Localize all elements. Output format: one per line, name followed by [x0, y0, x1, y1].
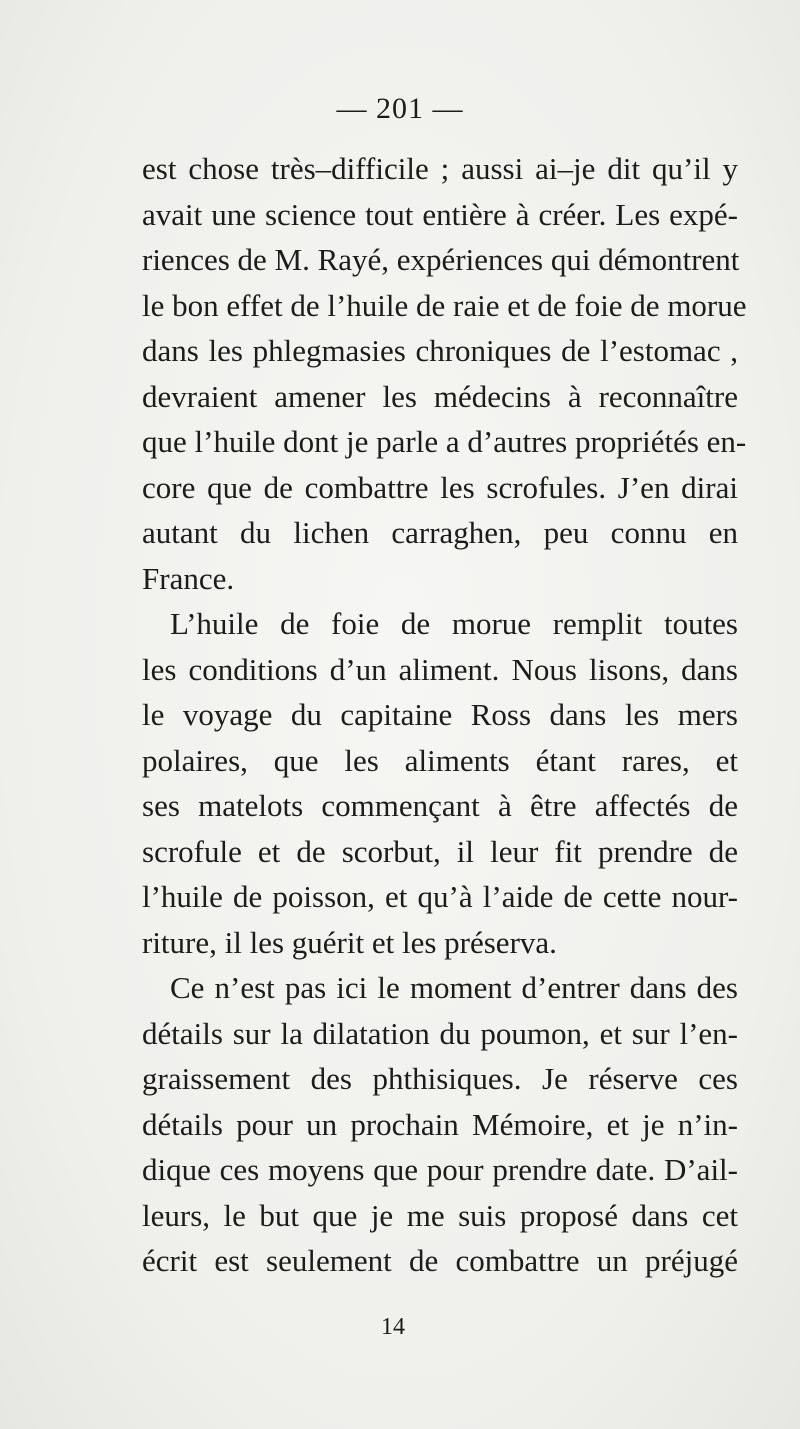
paragraph-start-line: Ce n’est pas ici le moment d’entrer dans des — [170, 970, 738, 1005]
text-line: graissement des phthisiques. Je réserve ces — [142, 1061, 738, 1096]
text-line: détails pour un prochain Mémoire, et je n’in- — [142, 1106, 738, 1142]
body-text — [142, 146, 747, 1284]
page-number-header: — 201 — — [336, 92, 464, 125]
text-line: avait une science tout entière à créer. Les expé- — [142, 196, 738, 232]
text-line: détails sur la dilatation du poumon, et sur l’en- — [142, 1015, 738, 1051]
text-line: core que de combattre les scrofules. J’en dirai — [142, 469, 738, 505]
text-line: les conditions d’un aliment. Nous lisons, dans — [142, 651, 738, 687]
text-line: dique ces moyens que pour prendre date. D’ail- — [142, 1152, 738, 1187]
text-line: le voyage du capitaine Ross dans les mers — [142, 697, 738, 732]
text-line: que l’huile dont je parle a d’autres propriétés en- — [142, 424, 747, 459]
text-line: riences de M. Rayé, expériences qui démontrent — [142, 242, 740, 277]
text-line: France. — [142, 560, 235, 596]
signature-mark: 14 — [381, 1314, 405, 1340]
paragraph-start-line: L’huile de foie de morue remplit toutes — [170, 606, 738, 641]
text-line: riture, il les guérit et les préserva. — [142, 924, 557, 960]
text-line: l’huile de poisson, et qu’à l’aide de cette nour- — [142, 879, 738, 914]
text-line: dans les phlegmasies chroniques de l’estomac , — [142, 333, 738, 368]
text-line: polaires, que les aliments étant rares, et — [142, 742, 738, 778]
text-line: autant du lichen carraghen, peu connu en — [142, 515, 738, 550]
text-line: ses matelots commençant à être affectés de — [142, 788, 738, 823]
text-line: est chose très–difficile ; aussi ai–je dit qu’il y — [142, 151, 738, 186]
text-line: le bon effet de l’huile de raie et de foie de morue — [142, 287, 747, 323]
text-line: écrit est seulement de combattre un préjugé — [142, 1243, 738, 1278]
text-line: devraient amener les médecins à reconnaître — [142, 378, 738, 414]
text-line: leurs, le but que je me suis proposé dans cet — [142, 1197, 738, 1233]
text-line: scrofule et de scorbut, il leur fit prendre de — [142, 833, 738, 869]
